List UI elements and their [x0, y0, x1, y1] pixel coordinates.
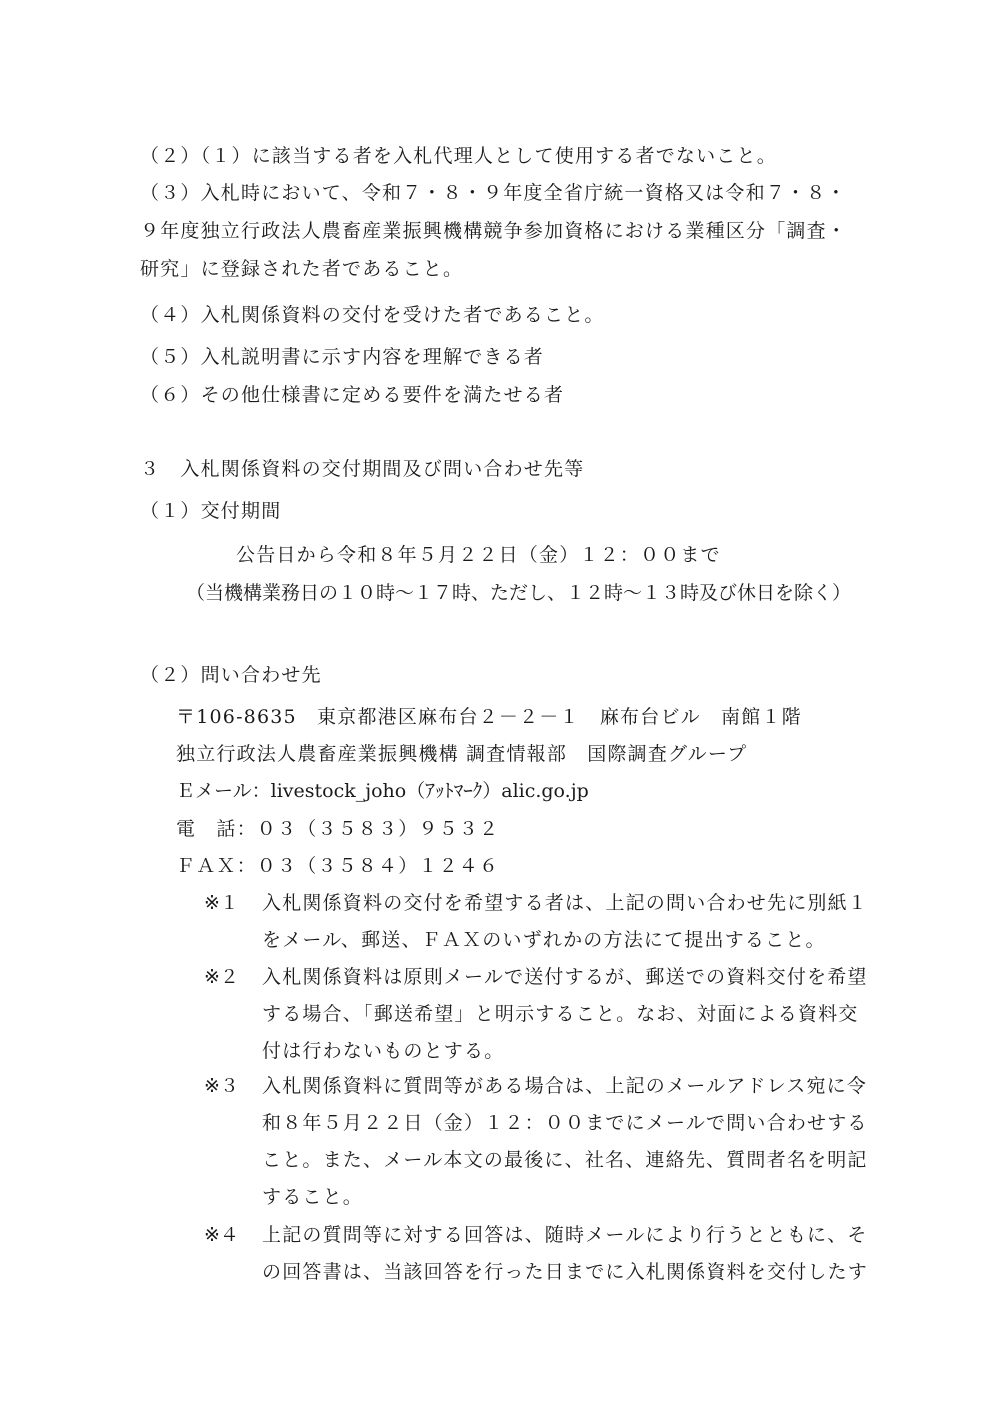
requirement-item-3-line2: ９年度独立行政法人農畜産業振興機構競争参加資格における業種区分「調査・	[140, 220, 848, 242]
contact-fax: ＦＡＸ：０３（３５８４）１２４６	[176, 855, 500, 877]
requirement-item-2: （２）（１）に該当する者を入札代理人として使用する者でないこと。	[140, 145, 777, 167]
period-label: （１）交付期間	[140, 500, 282, 522]
contact-phone: 電 話：０３（３５８３）９５３２	[176, 818, 500, 840]
contact-organization: 独立行政法人農畜産業振興機構 調査情報部 国際調査グループ	[176, 743, 748, 765]
note-2-line3: 付は行わないものとする。	[262, 1040, 505, 1062]
note-4-mark: ※４	[204, 1224, 239, 1246]
contact-label: （２）問い合わせ先	[140, 664, 322, 686]
contact-address: 〒106-8635 東京都港区麻布台２－２－１ 麻布台ビル 南館１階	[176, 706, 802, 728]
note-3-line4: すること。	[262, 1186, 364, 1208]
note-2-line1: 入札関係資料は原則メールで送付するが、郵送での資料交付を希望	[262, 966, 868, 988]
note-3-line3: こと。また、メール本文の最後に、社名、連絡先、質問者名を明記	[262, 1149, 868, 1171]
section3-heading: ３ 入札関係資料の交付期間及び問い合わせ先等	[140, 458, 585, 480]
note-4-line2: の回答書は、当該回答を行った日までに入札関係資料を交付したす	[262, 1261, 869, 1283]
requirement-item-4: （４）入札関係資料の交付を受けた者であること。	[140, 304, 605, 326]
note-1-line2: をメール、郵送、ＦＡＸのいずれかの方法にて提出すること。	[262, 929, 826, 951]
note-3-line2: 和８年５月２２日（金）１２：００までにメールで問い合わせする	[262, 1112, 868, 1134]
period-line2: （当機構業務日の１０時～１７時、ただし、１２時～１３時及び休日を除く）	[186, 582, 852, 604]
note-1-line1: 入札関係資料の交付を希望する者は、上記の問い合わせ先に別紙１	[262, 892, 869, 914]
note-3-line1: 入札関係資料に質問等がある場合は、上記のメールアドレス宛に令	[262, 1075, 868, 1097]
note-4-line1: 上記の質問等に対する回答は、随時メールにより行うとともに、そ	[262, 1224, 868, 1246]
note-1-mark: ※１	[204, 892, 239, 914]
requirement-item-5: （５）入札説明書に示す内容を理解できる者	[140, 346, 545, 368]
requirement-item-6: （６）その他仕様書に定める要件を満たせる者	[140, 384, 565, 406]
contact-email: Ｅメール：livestock_joho（ｱｯﾄﾏｰｸ）alic.go.jp	[176, 780, 589, 802]
requirement-item-3-line1: （３）入札時において、令和７・８・９年度全省庁統一資格又は令和７・８・	[140, 182, 847, 204]
note-3-mark: ※３	[204, 1075, 239, 1097]
requirement-item-3-line3: 研究」に登録された者であること。	[140, 258, 464, 280]
period-line1: 公告日から令和８年５月２２日（金）１２：００まで	[236, 544, 721, 566]
note-2-mark: ※２	[204, 966, 239, 988]
note-2-line2: する場合、「郵送希望」と明示すること。なお、対面による資料交	[262, 1003, 859, 1025]
